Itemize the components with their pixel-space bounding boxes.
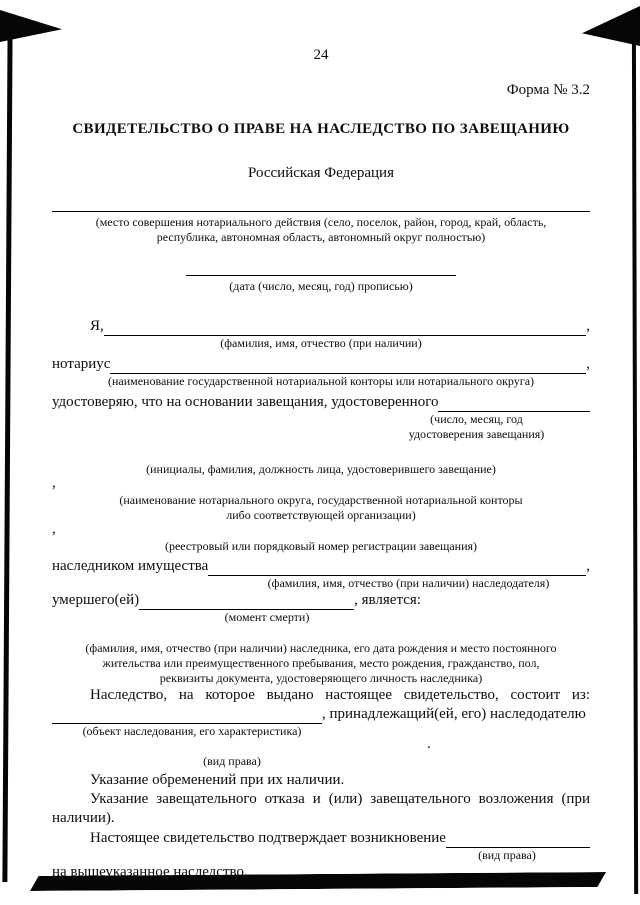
final-line: на вышеуказанное наследство. [52,864,248,880]
confirmation-text: Настоящее свидетельство подтверждает возникновение [90,830,446,846]
place-blank-line [52,211,590,212]
confirmation-line [52,829,590,848]
confirmation-right-caption: (вид права) [478,848,536,862]
right-type-caption: (вид права) [203,754,261,768]
line-end-comma: , [586,318,590,334]
notary-label: нотариус [52,356,111,372]
declarant-label: Я, [90,318,104,334]
encumbrances-paragraph: Указание обременений при их наличии. [90,772,345,788]
notary-office-caption: (наименование государственной нотариальной конторы или нотариального округа) [107,374,535,388]
document-title: СВИДЕТЕЛЬСТВО О ПРАВЕ НА НАСЛЕДСТВО ПО ЗАВЕЩАНИЮ [72,121,570,137]
place-caption-line1: (место совершения нотариального действия (село, поселок, район, город, край, область, [95,215,547,229]
scan-border-right-edge [632,12,638,894]
will-date-caption-line2: удостоверения завещания) [408,427,545,441]
estate-suffix: , принадлежащий(ей, его) наследодателю [322,706,586,722]
death-moment-caption: (момент смерти) [224,610,310,624]
place-caption-line2: республика, автономная область, автономный округ полностью) [156,230,486,244]
scan-border-left-edge [2,26,12,882]
right-type-line [52,736,590,754]
document-page [52,46,590,882]
certifier-caption: (инициалы, фамилия, должность лица, удостоверившего завещание) [146,462,496,476]
line-end-comma: , [586,558,590,574]
heir-details-caption-line1: (фамилия, имя, отчество (при наличии) наследника, его дата рождения и место постоянного [85,641,557,655]
certifier-line [52,447,590,462]
line-end-comma: , [52,475,56,491]
certify-text: удостоверяю, что на основании завещания, удостоверенного [52,394,439,410]
declarant-line [52,317,590,336]
notary-line [52,355,590,374]
estate-object-caption: (объект наследования, его характеристика) [82,724,302,738]
registry-number-line [52,521,590,539]
will-date-caption-line1: (число, месяц, год [430,412,523,426]
deceased-suffix: , является: [354,592,421,608]
deceased-line [52,591,590,610]
organization-caption-line1: (наименование нотариального округа, государственной нотариальной конторы [119,493,523,507]
registry-number-caption: (реестровый или порядковый номер регистрации завещания) [164,539,478,553]
deceased-label: умершего(ей) [52,592,140,608]
heir-details-line [52,626,590,641]
heir-line [52,557,590,576]
heir-label: наследником имущества [52,558,209,574]
will-date-caption [369,412,584,442]
testator-caption: (фамилия, имя, отчество (при наличии) наследодателя) [267,576,550,590]
line-end-comma: , [52,521,56,537]
country-subtitle: Российская Федерация [248,165,394,181]
line-end-comma: , [586,356,590,372]
line-end-period: . [427,736,431,752]
form-number: Форма № 3.2 [506,82,590,98]
date-blank-line [186,275,456,276]
legacy-paragraph: Указание завещательного отказа и (или) завещательного возложения (при наличии). [52,791,590,826]
organization-line [52,475,590,493]
date-caption: (дата (число, месяц, год) прописью) [229,279,413,293]
heir-details-caption-line3: реквизиты документа, удостоверяющего личность наследника) [159,671,483,685]
heir-details-caption-line2: жительства или преимущественного пребывания, место рождения, гражданство, пол, [102,656,540,670]
estate-object-line [52,705,590,724]
organization-caption-line2: либо соответствующей организации) [226,508,416,522]
declarant-name-caption: (фамилия, имя, отчество (при наличии) [220,336,422,350]
page-number: 24 [313,47,329,63]
certify-line [52,393,590,412]
estate-paragraph: Наследство, на которое выдано настоящее свидетельство, состоит из: [90,687,590,703]
